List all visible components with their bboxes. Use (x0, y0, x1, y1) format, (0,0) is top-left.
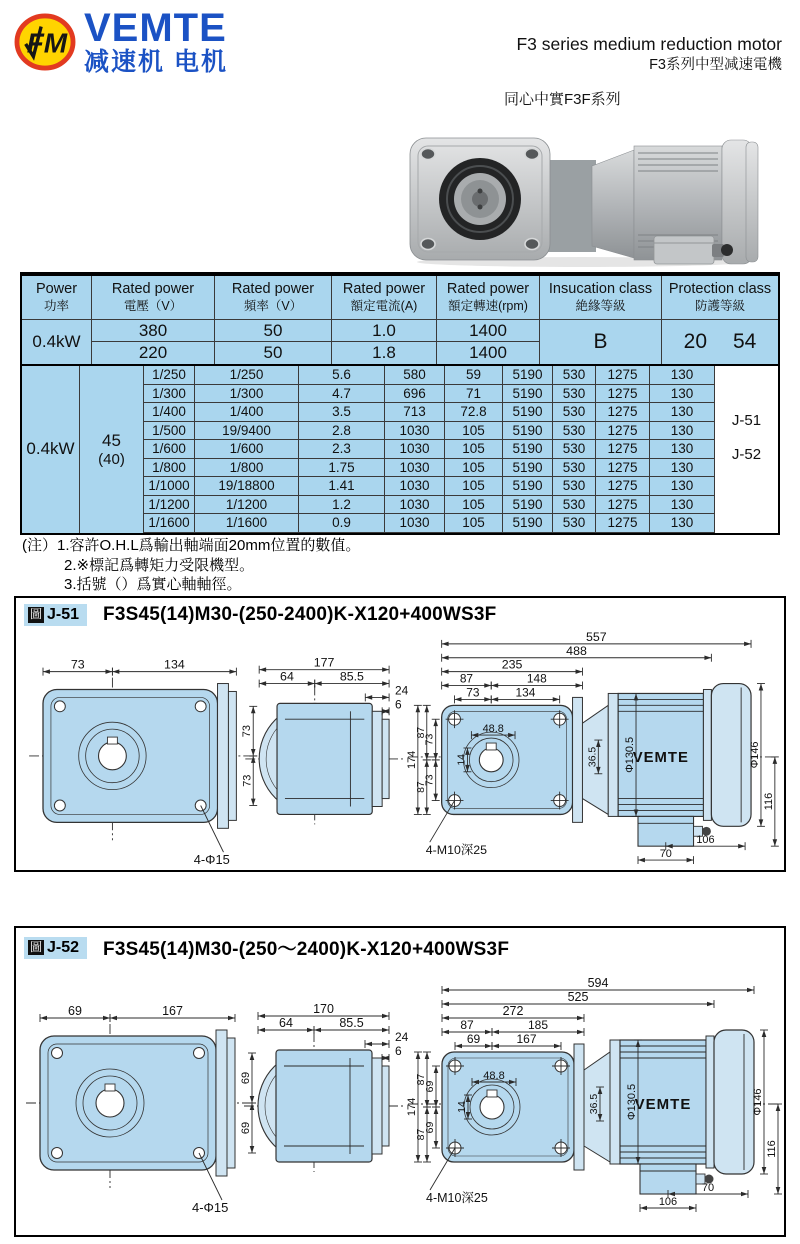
dim-label: 73 (424, 733, 436, 746)
table-cell: 1/1200 (144, 496, 195, 515)
table-cell: 1400 (437, 342, 540, 364)
dim-label: 148 (526, 671, 547, 686)
dim-label: 73 (241, 774, 254, 787)
table-cell: 713 (385, 403, 445, 422)
header-en: Insucation class (548, 281, 653, 298)
dim-label: 14 (456, 1101, 468, 1113)
gearmotor-photo-illustration (402, 132, 760, 268)
header-zh: 額定電流(A) (350, 298, 418, 313)
dim-label: 24 (395, 683, 409, 698)
series-subtitle: 同心中實F3F系列 (504, 91, 621, 108)
model-number: F3S45(14)M30-(250-2400)K-X120+400WS3F (103, 604, 497, 625)
table-cell: 1/1600 (144, 514, 195, 533)
dim-label: 177 (313, 655, 335, 670)
table-cell: 1275 (596, 477, 650, 496)
dim-label: 69 (466, 1032, 481, 1046)
header-zh: 頻率（V） (243, 298, 303, 313)
brand-on-motor: VEMTE (634, 1096, 692, 1113)
header-en: Rated power (446, 281, 530, 298)
table-cell: 530 (553, 422, 596, 441)
col-header-insulation (540, 276, 662, 320)
table-cell: 1275 (596, 422, 650, 441)
table-cell: 1.0 (332, 320, 437, 342)
table-cell: 1030 (385, 440, 445, 459)
dim-label: 14 (456, 754, 468, 766)
dim-label: Φ146 (752, 1088, 764, 1116)
dim-label: Φ146 (748, 741, 761, 769)
table-cell: 1275 (596, 496, 650, 515)
dim-label: 85.5 (339, 669, 364, 684)
dim-label: 4-Φ15 (192, 1200, 229, 1215)
table-cell: 1275 (596, 366, 650, 385)
table-cell: 1275 (596, 459, 650, 478)
figure-badge-icon: 圖 (30, 607, 43, 622)
table-cell: 1275 (596, 440, 650, 459)
dim-label: 36.5 (587, 746, 599, 768)
table-cell: 530 (553, 385, 596, 404)
dim-label: 6 (395, 1044, 402, 1058)
table-cell: 220 (92, 342, 215, 364)
table-cell: 130 (650, 440, 715, 459)
dim-label: 24 (395, 1030, 409, 1044)
table-cell: 1.2 (299, 496, 385, 515)
header-zh: 絶緣等級 (575, 298, 626, 313)
table-cell: 105 (445, 440, 503, 459)
table-cell: 530 (553, 366, 596, 385)
table-cell: 580 (385, 366, 445, 385)
dim-label: 488 (566, 643, 587, 658)
technical-drawing (16, 958, 784, 1230)
dim-label: 174 (406, 1097, 418, 1117)
col-header-power (22, 276, 92, 320)
table-cell: 5190 (503, 477, 553, 496)
table-cell: 4.7 (299, 385, 385, 404)
table-cell: 5190 (503, 496, 553, 515)
figure-badge-icon: 圖 (30, 939, 43, 954)
spec-table-upper (22, 276, 778, 366)
table-cell: 1030 (385, 496, 445, 515)
table-cell: 5190 (503, 403, 553, 422)
header-en: Rated power (231, 281, 315, 298)
table-cell: 1030 (385, 422, 445, 441)
table-cell: 105 (445, 459, 503, 478)
dim-label: 69 (424, 1080, 436, 1093)
header-zh: 防護等級 (694, 298, 745, 313)
logo-monogram: FM (26, 27, 68, 59)
figure-ref: J-52 (47, 938, 80, 956)
dim-label: 170 (313, 1002, 334, 1016)
dim-label: Φ130.5 (626, 1083, 638, 1121)
dim-label: 167 (516, 1032, 537, 1046)
dim-label: 87 (415, 1073, 427, 1086)
header-zh: 電壓（V） (123, 298, 183, 313)
dim-label: 48.8 (483, 1070, 505, 1082)
figure-header (16, 598, 784, 626)
page-title (516, 34, 782, 74)
table-cell: 50 (215, 342, 332, 364)
spec-table-lower (22, 366, 778, 533)
figure-ref-label: J-51 (731, 412, 762, 429)
table-cell: 1/1000 (144, 477, 195, 496)
table-cell: 130 (650, 403, 715, 422)
note-line: 3.括號（）爲實心軸軸徑。 (64, 576, 242, 593)
table-cell: 1400 (437, 320, 540, 342)
table-cell: 71 (445, 385, 503, 404)
table-cell: 1275 (596, 514, 650, 533)
shaft-diameter-cell: 45 (40) (80, 366, 144, 533)
table-cell: 1.41 (299, 477, 385, 496)
table-cell: 1.8 (332, 342, 437, 364)
col-header-frequency (215, 276, 332, 320)
table-cell: 1/1200 (195, 496, 299, 515)
table-cell: 530 (553, 459, 596, 478)
dim-label: 64 (280, 669, 294, 684)
header-en: Rated power (111, 281, 195, 298)
table-cell: 19/9400 (195, 422, 299, 441)
dim-label: 87 (415, 781, 427, 793)
dimension-drawing (16, 628, 784, 871)
table-cell: 130 (650, 422, 715, 441)
dim-label: Φ130.5 (624, 736, 637, 773)
power-cell: 0.4kW (22, 366, 80, 533)
dim-label: 69 (240, 1071, 252, 1085)
table-cell: 105 (445, 422, 503, 441)
table-cell: 1/300 (195, 385, 299, 404)
header-en: Protection class (668, 281, 772, 298)
dim-label: 64 (279, 1016, 293, 1030)
table-cell: 130 (650, 366, 715, 385)
dim-label: 525 (567, 990, 589, 1004)
figure-ref-column (715, 366, 778, 533)
col-header-speed (437, 276, 540, 320)
table-cell: 1/300 (144, 385, 195, 404)
spec-table (20, 272, 780, 535)
vemte-logo-icon (14, 13, 76, 71)
figure-badge (24, 937, 87, 959)
table-cell: 1030 (385, 459, 445, 478)
table-cell: 130 (650, 496, 715, 515)
dim-label: 73 (424, 774, 436, 787)
col-header-voltage (92, 276, 215, 320)
table-cell: 1/400 (195, 403, 299, 422)
dim-label: 73 (241, 725, 254, 738)
dim-label: 185 (527, 1018, 549, 1032)
figure-ref: J-51 (47, 606, 80, 623)
dim-label: 70 (659, 848, 672, 861)
dim-label: 73 (466, 685, 480, 700)
dim-label: 134 (164, 657, 185, 672)
dim-label: 174 (405, 750, 418, 769)
table-cell: 5190 (503, 514, 553, 533)
table-cell: 1/500 (144, 422, 195, 441)
dim-label: 87 (459, 671, 474, 686)
table-cell: 696 (385, 385, 445, 404)
technical-drawing (16, 628, 784, 866)
dim-label: 235 (501, 657, 523, 672)
brand-block (14, 8, 228, 75)
header-zh: 功率 (43, 298, 69, 313)
table-cell: 105 (445, 496, 503, 515)
brand-name: VEMTE (84, 6, 227, 50)
dim-label: 4-M10深25 (426, 1191, 488, 1205)
table-cell: 1/800 (195, 459, 299, 478)
dim-label: 272 (502, 1004, 524, 1018)
table-cell: 1/250 (195, 366, 299, 385)
table-cell: 2.3 (299, 440, 385, 459)
dim-label: 70 (701, 1182, 715, 1194)
model-number: F3S45(14)M30-(250～2400)K-X120+400WS3F (103, 939, 510, 960)
figure-ref-label: J-52 (731, 446, 762, 463)
dim-label: 134 (515, 685, 536, 700)
table-cell: 1/600 (195, 440, 299, 459)
figure-badge (24, 604, 87, 626)
logo-text (84, 8, 228, 75)
dim-label: 167 (162, 1004, 183, 1018)
protection-value-b: 54 (733, 330, 757, 353)
figure-panel-j51 (14, 596, 786, 872)
title-chinese: F3系列中型减速電機 (649, 56, 782, 73)
dim-label: 87 (415, 1128, 427, 1141)
title-english: F3 series medium reduction motor (516, 34, 782, 54)
dim-label: 48.8 (482, 723, 504, 736)
power-value: 0.4kW (22, 320, 92, 364)
protection-value-a: 20 (683, 330, 707, 353)
table-cell: 3.5 (299, 403, 385, 422)
dim-label: 6 (395, 697, 402, 712)
figure-header (16, 928, 784, 961)
dim-label: 557 (586, 629, 607, 644)
col-header-current (332, 276, 437, 320)
table-cell: 130 (650, 514, 715, 533)
insulation-class-value: B (540, 320, 662, 364)
dim-label: 73 (70, 657, 85, 672)
dimension-drawing (16, 958, 784, 1235)
table-cell: 72.8 (445, 403, 503, 422)
table-cell: 1/1600 (195, 514, 299, 533)
table-cell: 530 (553, 496, 596, 515)
table-cell: 105 (445, 477, 503, 496)
brand-subtitle: 减速机 电机 (84, 48, 228, 76)
header-zh: 額定轉速(rpm) (448, 298, 528, 313)
table-cell: 130 (650, 385, 715, 404)
note-line: 2.※標記爲轉矩力受限機型。 (64, 556, 255, 574)
table-cell: 530 (553, 514, 596, 533)
table-cell: 380 (92, 320, 215, 342)
dim-label: 69 (240, 1121, 252, 1135)
header-en: Rated power (342, 281, 426, 298)
figure-panel-j52 (14, 926, 786, 1237)
dim-label: 69 (424, 1121, 436, 1134)
table-cell: 5190 (503, 385, 553, 404)
table-cell: 2.8 (299, 422, 385, 441)
dim-label: 85.5 (339, 1016, 364, 1030)
protection-class-value (662, 320, 778, 364)
table-cell: 1275 (596, 403, 650, 422)
dim-label: 106 (658, 1196, 678, 1208)
table-cell: 1/600 (144, 440, 195, 459)
dim-label: 69 (68, 1004, 82, 1018)
brand-on-motor: VEMTE (632, 749, 689, 766)
table-cell: 0.9 (299, 514, 385, 533)
dim-label: 87 (415, 726, 427, 739)
dim-label: 4-Φ15 (193, 852, 230, 866)
table-cell: 5190 (503, 366, 553, 385)
dim-label: 36.5 (588, 1093, 600, 1115)
header-en: Power (35, 281, 78, 298)
col-header-protection (662, 276, 778, 320)
table-cell: 19/18800 (195, 477, 299, 496)
dim-label: 594 (587, 976, 609, 990)
dim-label: 87 (460, 1018, 474, 1032)
table-cell: 530 (553, 477, 596, 496)
table-cell: 50 (215, 320, 332, 342)
table-cell: 5190 (503, 459, 553, 478)
notes (22, 536, 360, 595)
table-cell: 5.6 (299, 366, 385, 385)
table-cell: 130 (650, 477, 715, 496)
table-cell: 5190 (503, 422, 553, 441)
dim-label: 4-M10深25 (425, 843, 488, 858)
table-cell: 1275 (596, 385, 650, 404)
note-line: (注）1.容許O.H.L爲輸出軸端面20mm位置的數值。 (22, 537, 361, 554)
table-cell: 105 (445, 514, 503, 533)
table-cell: 1030 (385, 514, 445, 533)
table-cell: 1030 (385, 477, 445, 496)
dim-label: 116 (762, 792, 775, 811)
table-cell: 530 (553, 403, 596, 422)
table-cell: 1/400 (144, 403, 195, 422)
table-cell: 59 (445, 366, 503, 385)
table-cell: 5190 (503, 440, 553, 459)
table-cell: 1.75 (299, 459, 385, 478)
table-cell: 1/800 (144, 459, 195, 478)
dim-label: 116 (766, 1140, 778, 1158)
table-cell: 1/250 (144, 366, 195, 385)
dim-label: 106 (696, 834, 715, 847)
table-cell: 530 (553, 440, 596, 459)
product-photo (402, 132, 760, 273)
table-cell: 130 (650, 459, 715, 478)
